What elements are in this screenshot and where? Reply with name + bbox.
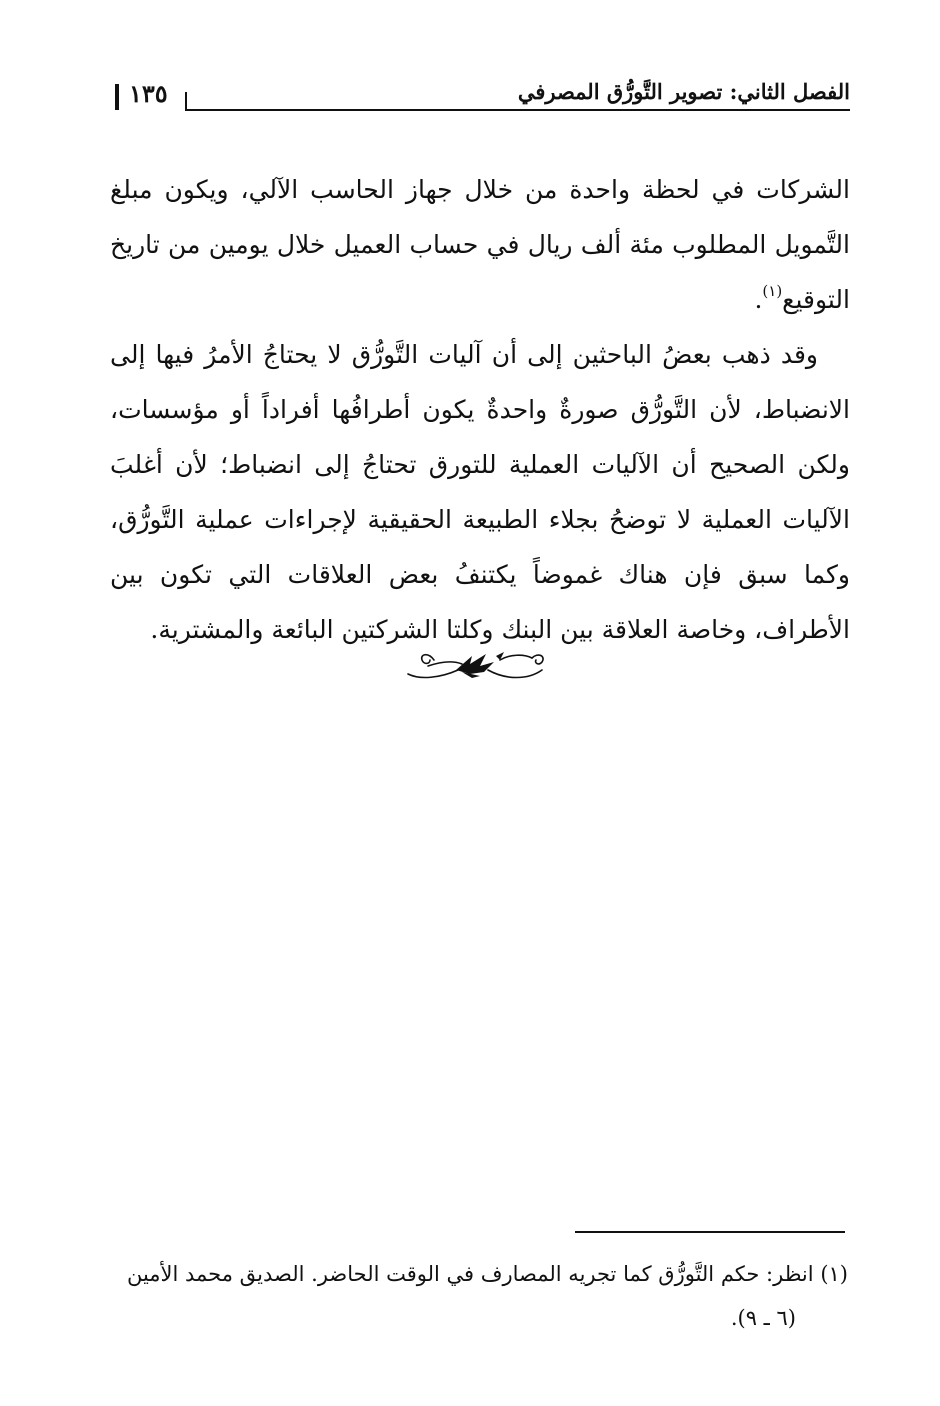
footnote-separator bbox=[575, 1231, 845, 1233]
footnote-continuation: (٦ ـ ٩). bbox=[730, 1306, 796, 1330]
paragraph-text: الشركات في لحظة واحدة من خلال جهاز الحاسب الآلي، ويكون مبلغ التَّمويل المطلوب مئة ألف ريال في حساب العميل خلال يومين من تاريخ التوقيع bbox=[110, 175, 850, 314]
paragraph: وقد ذهب بعضُ الباحثين إلى أن آليات التَّورُّق لا يحتاجُ الأمرُ فيها إلى الانضباط، لأن التَّورُّق صورةٌ واحدةٌ يكون أطرافُها أفراداً أو مؤسسات، ولكن الصحيح أن الآليات العملية للتورق تحتاجُ إلى انضباط؛ لأن أغلبَ الآليات العملية لا توضحُ بجلاء الطبيعة الحقيقية لإجراءات عملية التَّورُّق، وكما سبق فإن هناك غموضاً يكتنفُ بعض العلاقات التي تكون بين الأطراف، وخاصة العلاقة بين البنك وكلتا الشركتين البائعة والمشترية. bbox=[110, 340, 850, 644]
footnote-number: (١) bbox=[820, 1262, 848, 1286]
header-rule-tick bbox=[185, 92, 187, 111]
footnote bbox=[100, 1252, 848, 1296]
footnote-text: انظر: حكم التَّورُّق كما تجريه المصارف في الوقت الحاضر. الصديق محمد الأمين bbox=[126, 1262, 814, 1286]
header-rule bbox=[185, 109, 850, 111]
paragraph bbox=[110, 162, 850, 327]
running-header bbox=[105, 78, 850, 118]
page-number: ١٣٥ bbox=[129, 79, 168, 108]
footnote-reference: (١) bbox=[762, 282, 783, 300]
main-text bbox=[110, 162, 850, 657]
paragraph-end: . bbox=[754, 285, 763, 314]
footnotes bbox=[100, 1252, 848, 1340]
chapter-title: الفصل الثاني: تصوير التَّورُّق المصرفي bbox=[517, 79, 850, 104]
page-number-bar bbox=[115, 84, 119, 110]
floral-divider-icon bbox=[400, 640, 550, 690]
